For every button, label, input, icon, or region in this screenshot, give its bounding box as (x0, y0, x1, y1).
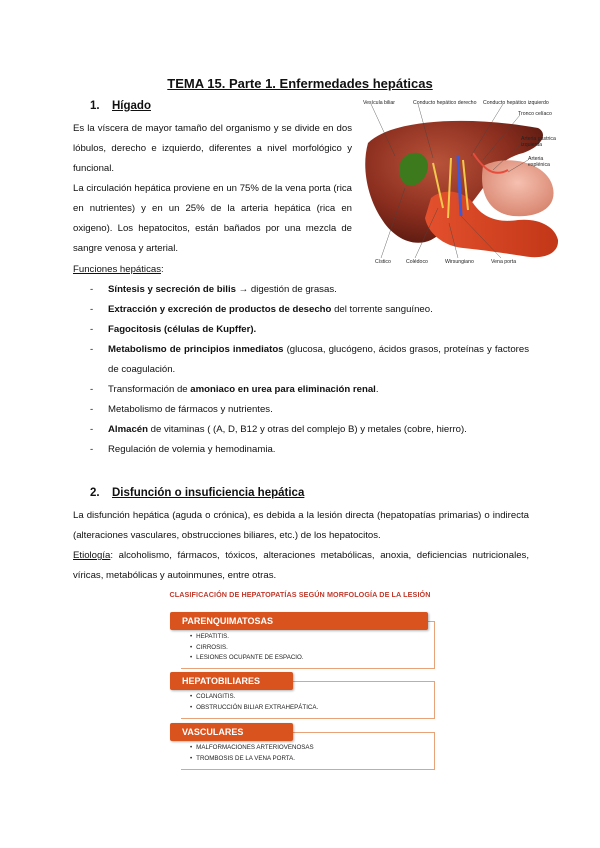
group-items-parenquimatosas (190, 632, 304, 664)
group-items-vasculares (190, 743, 314, 764)
function-item (73, 420, 529, 440)
function-text: del torrente sanguíneo. (331, 304, 433, 315)
list-item: • OBSTRUCCIÓN BILIAR EXTRAHEPÁTICA. (190, 703, 318, 714)
section-number: 1. (90, 100, 100, 112)
section-heading-disfuncion (90, 487, 304, 499)
function-bold: Fagocitosis (células de Kupffer). (108, 324, 257, 335)
function-bold: Síntesis y secreción de bilis (108, 284, 236, 295)
function-bold: Almacén (108, 424, 148, 435)
label-cistico: Cístico (375, 259, 391, 265)
group-header-parenquimatosas: PARENQUIMATOSAS (170, 612, 428, 630)
function-item (73, 280, 529, 300)
section-title: Disfunción o insuficiencia hepática (112, 487, 305, 499)
liver-illustration (333, 98, 563, 270)
classification-title: CLASIFICACIÓN DE HEPATOPATÍAS SEGÚN MORFOLOGÍA DE LA LESIÓN (169, 590, 431, 599)
section-number: 2. (90, 487, 100, 499)
label-arteria-esplenica: Arteria esplénica (528, 156, 550, 168)
paragraph: La disfunción hepática (aguda o crónica), es debida a la lesión directa (hepatopatías primarias) o indirecta (alteraciones vasculares, obstrucciones biliares, etc.) de los hepatocitos. (73, 510, 529, 541)
function-text: → digestión de grasas. (235, 284, 337, 295)
list-item: • LESIONES OCUPANTE DE ESPACIO. (190, 653, 304, 664)
functions-label-text: Funciones hepáticas (73, 264, 161, 275)
function-bold: Metabolismo de principios inmediatos (108, 344, 284, 355)
group-header-vasculares: VASCULARES (170, 723, 293, 741)
function-bold: Extracción y excreción de productos de desecho (108, 304, 332, 315)
etiologia-paragraph (73, 546, 529, 586)
function-text: de vitaminas ( (A, D, B12 y otras del complejo B) y metales (cobre, hierro). (148, 424, 467, 435)
bullet-dash: - (90, 424, 94, 435)
bullet-dash: - (90, 384, 94, 395)
bullet-dash: - (90, 324, 94, 335)
paragraph: La circulación hepática proviene en un 75% de la vena porta (rica en nutrientes) y en un 25% de la arteria hepática (rica en oxigeno). Los hepatocitos, están bañados por una mezcla de sangre venosa y arterial. (73, 183, 352, 254)
bullet-dash: - (90, 444, 94, 455)
function-text: Metabolismo de fármacos y nutrientes. (108, 404, 273, 415)
disfuncion-paragraphs (73, 506, 529, 586)
function-text: . (375, 384, 379, 395)
list-item: • MALFORMACIONES ARTERIOVENOSAS (190, 743, 314, 754)
function-item (73, 300, 529, 320)
label-wirsung: Wirsungiano (445, 259, 474, 265)
bullet-dash: - (90, 404, 94, 415)
etiologia-label: Etiología (73, 550, 111, 561)
label-conducto-derecho: Conducto hepático derecho (413, 100, 477, 106)
function-item (73, 440, 529, 460)
bullet-dash: - (90, 344, 94, 355)
label-tronco-celiaco: Tronco celíaco (518, 111, 552, 117)
list-item: • CIRROSIS. (190, 643, 304, 654)
paragraph: Es la víscera de mayor tamaño del organismo y se divide en dos lóbulos, derecho e izquierdo, diferentes a nivel morfológico y funcional. (73, 123, 352, 174)
list-item: • HEPATITIS. (190, 632, 304, 643)
group-header-hepatobiliares: HEPATOBILIARES (170, 672, 293, 690)
bullet-dash: - (90, 304, 94, 315)
function-item (73, 380, 529, 400)
bullet-dash: - (90, 284, 94, 295)
function-prefix: Transformación de (108, 384, 191, 395)
function-bold: amoniaco en urea para eliminación renal (190, 384, 376, 395)
function-item (73, 340, 529, 380)
list-item: • COLANGITIS. (190, 692, 318, 703)
label-vena-porta: Vena porta (491, 259, 517, 265)
functions-label-colon: : (161, 264, 164, 275)
section-title: Hígado (112, 100, 151, 112)
section-heading-higado (90, 100, 151, 112)
label-coledoco: Colédoco (406, 259, 428, 265)
function-text: (glucosa, glucógeno, ácidos grasos, proteínas y factores de coagulación. (108, 344, 529, 375)
label-vesicula: Vesícula biliar (363, 100, 396, 106)
functions-label (73, 260, 164, 280)
functions-list (73, 280, 529, 460)
page-title: TEMA 15. Parte 1. Enfermedades hepáticas (167, 76, 433, 91)
label-conducto-izquierdo: Conducto hepático izquierdo (483, 100, 549, 106)
etiologia-text: : alcoholismo, fármacos, tóxicos, alteraciones metabólicas, anoxia, deficiencias nutricionales, víricas, metabólicas y autoinmunes, entre otras. (73, 550, 529, 581)
list-item: • TROMBOSIS DE LA VENA PORTA. (190, 754, 314, 765)
intro-paragraphs (73, 119, 352, 259)
liver-anatomy-figure (333, 98, 563, 270)
label-arteria-gastrica: Arteria gástrica izquierda (521, 136, 556, 148)
group-items-hepatobiliares (190, 692, 318, 713)
stomach-shape (482, 160, 554, 216)
function-item (73, 320, 529, 340)
function-text: Regulación de volemia y hemodinamia. (108, 444, 276, 455)
function-item (73, 400, 529, 420)
